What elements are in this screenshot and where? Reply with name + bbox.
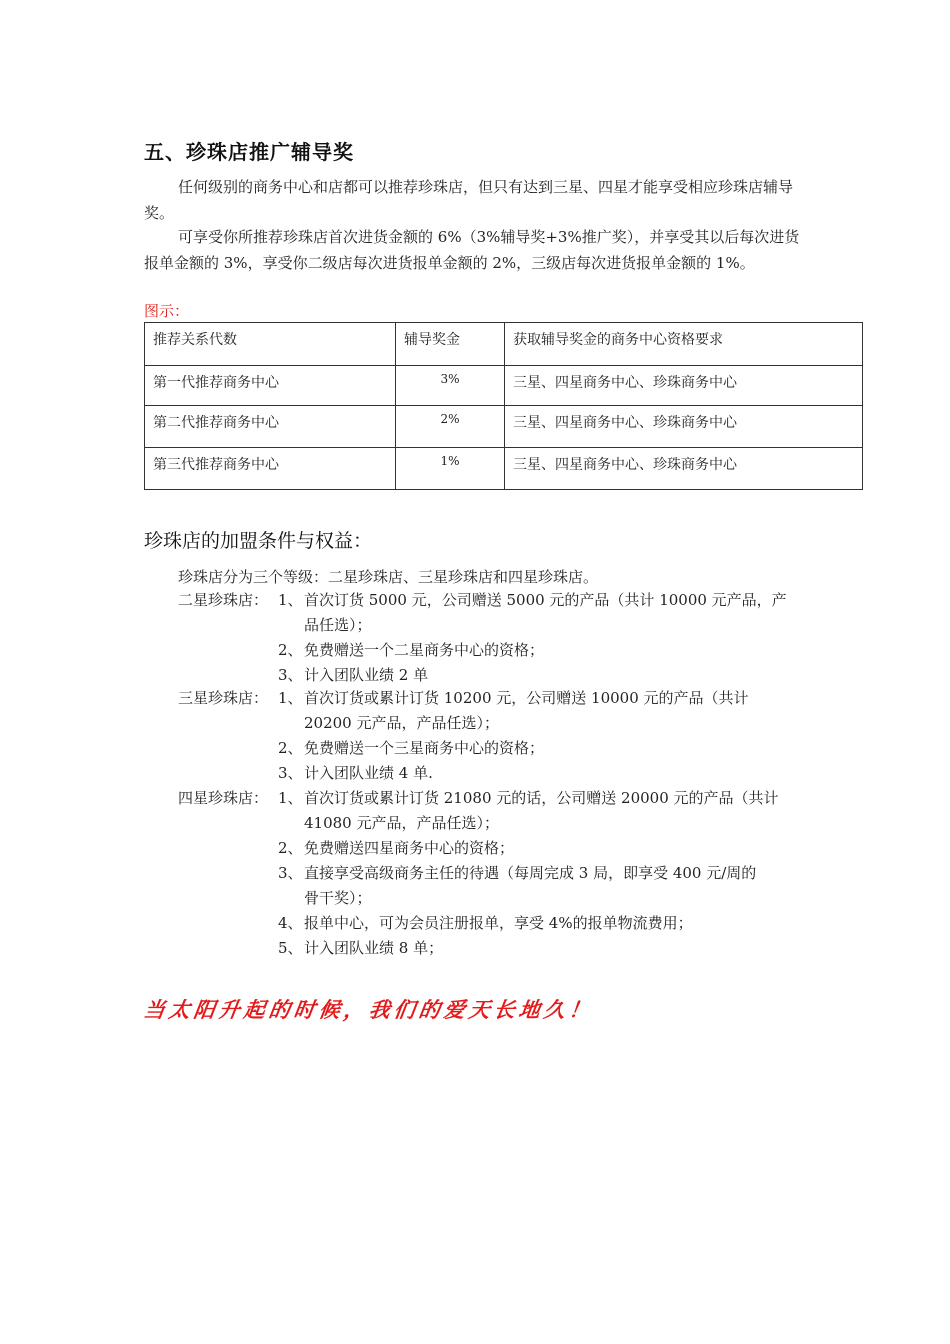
- list-item: [178, 761, 818, 786]
- item-number: 2、: [278, 839, 303, 857]
- paragraph-reward-rates-text: 可享受你所推荐珍珠店首次进货金额的 6%（3%辅导奖+3%推广奖），并享受其以后每次进货报单金额的 3%，享受你二级店每次进货报单金额的 2%，三级店每次进货报单金额的 1%。: [144, 228, 800, 272]
- list-item: [178, 911, 818, 936]
- item-text: 报单中心，可为会员注册报单，享受 4%的报单物流费用；: [304, 914, 693, 932]
- item-text-continuation: 品任选）；: [304, 616, 372, 634]
- item-text-continuation: 41080 元产品，产品任选）；: [304, 814, 499, 832]
- table-cell-requirement: 三星、四星商务中心、珍珠商务中心: [505, 448, 863, 490]
- slogan: 当太阳升起的时候，我们的爱天长地久！: [142, 997, 596, 1022]
- item-text: 首次订货或累计订货 21080 元的话，公司赠送 20000 元的产品（共计: [304, 789, 779, 807]
- item-text: 免费赠送一个二星商务中心的资格；: [304, 641, 545, 659]
- table-cell-generation: 第三代推荐商务中心: [145, 448, 396, 490]
- table-cell-bonus: 1%: [396, 448, 505, 490]
- table-row: [145, 448, 863, 490]
- table-header-generation: 推荐关系代数: [145, 323, 396, 366]
- table-header-row: [145, 323, 863, 366]
- list-item: [178, 686, 818, 711]
- item-number: 4、: [278, 914, 303, 932]
- list-item: [178, 786, 818, 811]
- paragraph-eligibility-text: 任何级别的商务中心和店都可以推荐珍珠店，但只有达到三星、四星才能享受相应珍珠店辅导奖。: [144, 178, 794, 222]
- list-item: [178, 638, 818, 663]
- pearl-intro: 珍珠店分为三个等级：二星珍珠店、三星珍珠店和四星珍珠店。: [178, 568, 599, 586]
- list-item-continuation: [178, 886, 818, 911]
- list-item: [178, 836, 818, 861]
- table-cell-generation: 第二代推荐商务中心: [145, 406, 396, 448]
- table-cell-bonus: 3%: [396, 366, 505, 406]
- item-text: 计入团队业绩 4 单.: [304, 764, 433, 782]
- item-text-continuation: 20200 元产品，产品任选）；: [304, 714, 499, 732]
- paragraph-eligibility: [144, 174, 810, 226]
- list-item-continuation: [178, 613, 818, 638]
- list-item: [178, 736, 818, 761]
- table-row: [145, 366, 863, 406]
- two-star-tier: [178, 588, 818, 688]
- list-item: [178, 861, 818, 886]
- three-star-tier: [178, 686, 818, 786]
- tier-label: 二星珍珠店：: [178, 591, 269, 609]
- table-row: [145, 406, 863, 448]
- tier-label: 四星珍珠店：: [178, 789, 269, 807]
- item-text-continuation: 骨干奖）；: [304, 889, 372, 907]
- table-cell-requirement: 三星、四星商务中心、珍珠商务中心: [505, 406, 863, 448]
- item-text: 首次订货 5000 元，公司赠送 5000 元的产品（共计 10000 元产品，产: [304, 591, 787, 609]
- item-number: 1、: [278, 789, 303, 807]
- item-number: 3、: [278, 864, 303, 882]
- item-text: 直接享受高级商务主任的待遇（每周完成 3 局，即享受 400 元/周的: [304, 864, 757, 882]
- item-number: 5、: [278, 939, 303, 957]
- item-number: 3、: [278, 764, 303, 782]
- table-cell-bonus: 2%: [396, 406, 505, 448]
- list-item: [178, 936, 818, 961]
- item-text: 首次订货或累计订货 10200 元，公司赠送 10000 元的产品（共计: [304, 689, 749, 707]
- table-cell-generation: 第一代推荐商务中心: [145, 366, 396, 406]
- list-item-continuation: [178, 711, 818, 736]
- four-star-tier: [178, 786, 818, 961]
- section-title: 五、珍珠店推广辅导奖: [144, 140, 354, 164]
- item-number: 1、: [278, 689, 303, 707]
- item-text: 计入团队业绩 8 单；: [304, 939, 444, 957]
- item-text: 免费赠送一个三星商务中心的资格；: [304, 739, 545, 757]
- item-text: 计入团队业绩 2 单: [304, 666, 429, 684]
- item-number: 1、: [278, 591, 303, 609]
- pearl-section-title: 珍珠店的加盟条件与权益：: [144, 530, 373, 552]
- list-item-continuation: [178, 811, 818, 836]
- item-number: 3、: [278, 666, 303, 684]
- item-text: 免费赠送四星商务中心的资格；: [304, 839, 515, 857]
- list-item: [178, 588, 818, 613]
- list-item: [178, 663, 818, 688]
- item-number: 2、: [278, 739, 303, 757]
- figure-label: 图示：: [144, 302, 190, 320]
- table-cell-requirement: 三星、四星商务中心、珍珠商务中心: [505, 366, 863, 406]
- item-number: 2、: [278, 641, 303, 659]
- table-header-requirement: 获取辅导奖金的商务中心资格要求: [505, 323, 863, 366]
- reward-table: [144, 322, 863, 490]
- table-header-bonus: 辅导奖金: [396, 323, 505, 366]
- tier-label: 三星珍珠店：: [178, 689, 269, 707]
- paragraph-reward-rates: [144, 224, 810, 276]
